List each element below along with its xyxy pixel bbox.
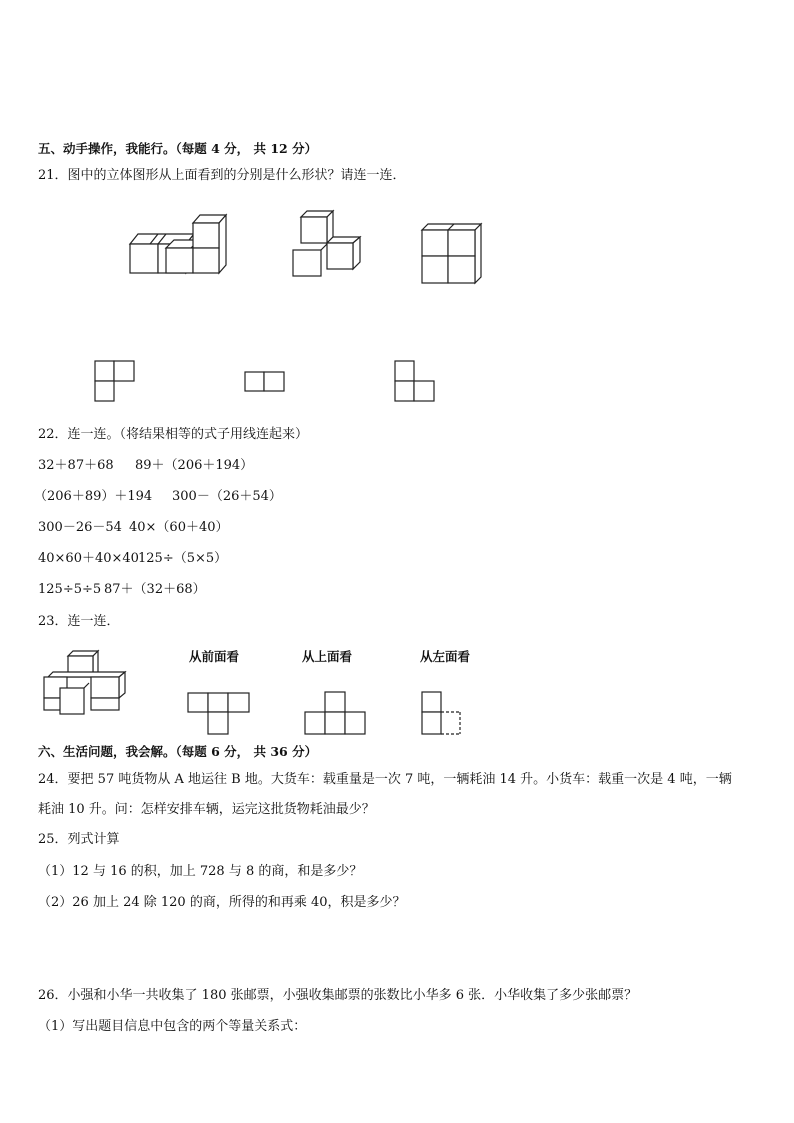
expression-right-3: 40×（60＋40） (129, 520, 229, 535)
expression-right-5: 87＋（32＋68） (104, 582, 206, 597)
top-view-figure (302, 688, 367, 738)
expression-left-4: 40×60＋40×40 (38, 551, 139, 566)
top-view-option-2 (243, 369, 288, 394)
question-25-sub-1: （1）12 与 16 的积，加上 728 与 8 的商，和是多少？ (38, 864, 363, 879)
question-25-text: 25．列式计算 (38, 832, 120, 847)
expression-left-5: 125÷5÷5 (38, 582, 102, 597)
expression-left-3: 300－26－54 (38, 520, 122, 535)
solid-figure-1 (63, 228, 133, 288)
front-view-figure (186, 688, 251, 738)
left-view-figure (418, 688, 468, 738)
top-view-option-3 (393, 358, 438, 403)
question-24-line-1: 24．要把 57 吨货物从 A 地运往 B 地。大货车：载重量是一次 7 吨，一辆耗油 14 升。小货车：载重一次是 4 吨，一辆 (38, 772, 732, 787)
solid-figure-3 (290, 208, 365, 278)
view-label-front: 从前面看 (189, 649, 240, 664)
expression-right-2: 300－（26＋54） (172, 489, 282, 504)
expression-right-4: 125÷（5×5） (138, 551, 228, 566)
question-22-text: 22．连一连。（将结果相等的式子用线连起来） (38, 427, 309, 442)
top-view-option-1 (93, 358, 138, 403)
question-24-line-2: 耗油 10 升。问：怎样安排车辆，运完这批货物耗油最少？ (38, 802, 375, 817)
question-21-text: 21．图中的立体图形从上面看到的分别是什么形状？请连一连． (38, 168, 406, 183)
question-25-sub-2: （2）26 加上 24 除 120 的商，所得的和再乘 40，积是多少？ (38, 895, 406, 910)
question-26-sub-1: （1）写出题目信息中包含的两个等量关系式： (38, 1019, 307, 1034)
question-26-text: 26．小强和小华一共收集了 180 张邮票，小强收集邮票的张数比小华多 6 张．小华收集了多少张邮票？ (38, 988, 638, 1003)
section-5-heading: 五、动手操作，我能行。（每题 4 分， 共 12 分） (38, 141, 318, 156)
expression-left-1: 32＋87＋68 (38, 458, 114, 473)
view-label-left: 从左面看 (420, 649, 471, 664)
solid-figure-4 (420, 222, 485, 284)
q23-solid-figure (42, 648, 137, 718)
expression-right-1: 89＋（206＋194） (135, 458, 254, 473)
expression-left-2: （206＋89）＋194 (34, 489, 153, 504)
section-6-heading: 六、生活问题，我会解。（每题 6 分， 共 36 分） (38, 744, 318, 759)
solid-figure-2 (163, 212, 233, 282)
view-label-top: 从上面看 (302, 649, 353, 664)
question-23-text: 23．连一连． (38, 614, 120, 629)
